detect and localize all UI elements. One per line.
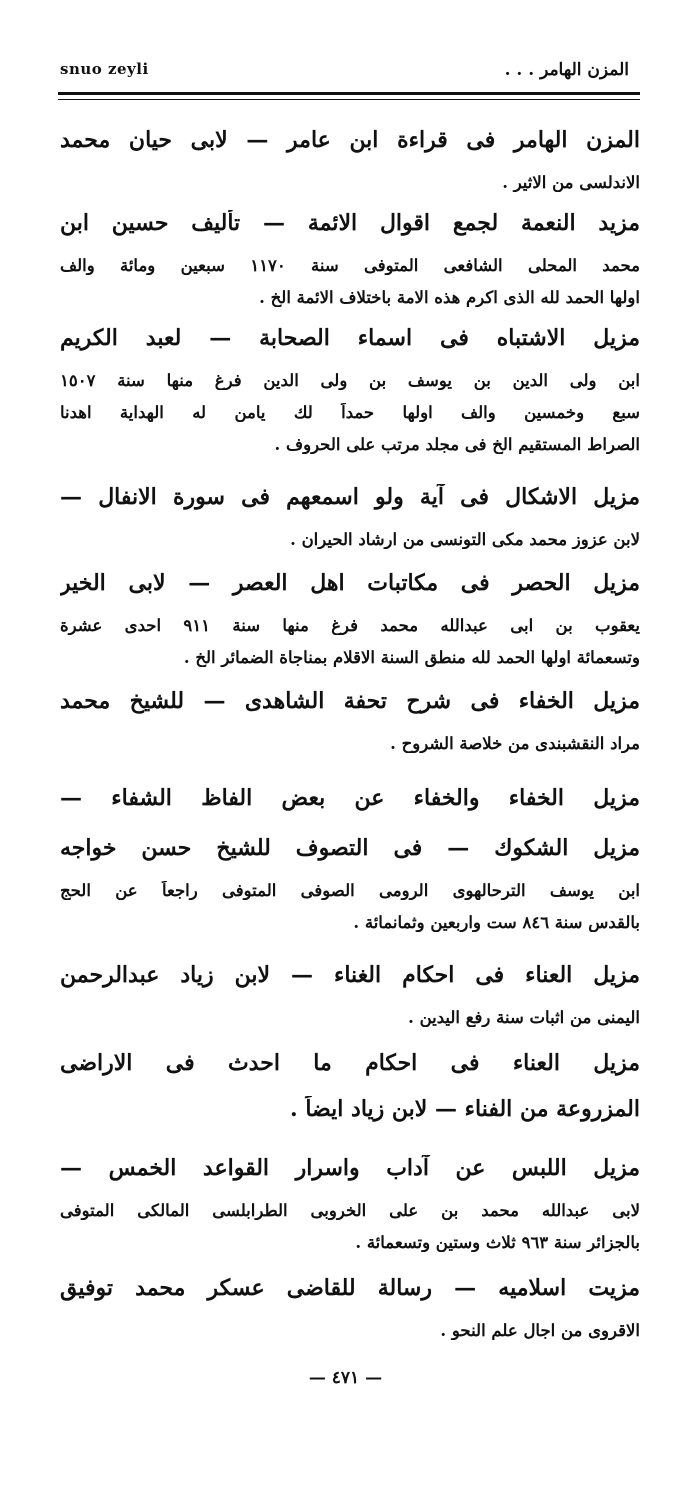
header-rule-thick <box>58 92 640 95</box>
entry-heading: مزيل الاشتباه فى اسماء الصحابة — لعبد الكريم <box>60 325 640 351</box>
entry-text: لابى عبدالله محمد بن على الخروبى الطرابلسى المالكى المتوفى <box>60 1201 640 1220</box>
entry-text: ابن ولى الدين بن يوسف بن ولى الدين فرغ منها سنة ١٥٠٧ <box>60 371 640 390</box>
entry-heading: مزيد النعمة لجمع اقوال الائمة — تأليف حسين ابن <box>60 210 640 236</box>
entry-heading: مزيل اللبس عن آداب واسرار القواعد الخمس — <box>60 1155 640 1181</box>
entry-heading: مزيل الخفاء والخفاء عن بعض الفاظ الشفاء — <box>60 785 640 811</box>
running-header-title: المزن الهامر . . . <box>504 60 629 80</box>
entry-text: الاقروى من اجال علم النحو . <box>440 1321 640 1340</box>
running-header-latin: snuo zeyli <box>60 60 149 78</box>
entry-text: الصراط المستقيم الخ فى مجلد مرتب على الحروف . <box>274 435 640 454</box>
entry-heading: مزيل الشكوك — فى التصوف للشيخ حسن خواجه <box>60 835 640 861</box>
entry-text: وتسعمائة اولها الحمد لله منطق السنة الاقلام بمناجاة الضمائر الخ . <box>183 648 640 667</box>
entry-text: يعقوب بن ابى عبدالله محمد فرغ منها سنة ٩١١ احدى عشرة <box>60 616 640 635</box>
entry-text: بالجزائر سنة ٩٦٣ ثلاث وستين وتسعمائة . <box>355 1233 640 1252</box>
entry-heading: مزيت اسلاميه — رسالة للقاضى عسكر محمد توفيق <box>60 1275 640 1301</box>
entry-text: سبع وخمسين والف اولها حمداً لك يامن له الهداية اهدنا <box>60 403 640 422</box>
entry-text: اليمنى من اثبات سنة رفع اليدين . <box>408 1008 640 1027</box>
entry-text: ابن يوسف الترحالهوى الرومى الصوفى المتوفى راجعاً عن الحج <box>60 881 640 900</box>
entry-text: بالقدس سنة ٨٤٦ ست واربعين وثمانمائة . <box>353 913 640 932</box>
entry-heading: مزيل العناء فى احكام ما احدث فى الاراضى <box>60 1050 640 1076</box>
entry-heading: مزيل الخفاء فى شرح تحفة الشاهدى — للشيخ محمد <box>60 688 640 714</box>
page-number: — ٤٧١ — <box>308 1368 383 1388</box>
entry-heading: مزيل الاشكال فى آية ولو اسمعهم فى سورة الانفال — <box>60 484 640 510</box>
entry-text: المزروعة من الفناء — لابن زياد ايضاً . <box>290 1096 640 1122</box>
entry-heading: المزن الهامر فى قراءة ابن عامر — لابى حيان محمد <box>60 127 640 153</box>
entry-text: لابن عزوز محمد مكى التونسى من ارشاد الحيران . <box>290 530 640 549</box>
entry-text: مراد النقشبندى من خلاصة الشروح . <box>390 734 640 753</box>
entry-heading: مزيل الحصر فى مكاتبات اهل العصر — لابى الخير <box>60 570 640 596</box>
entry-text: محمد المحلى الشافعى المتوفى سنة ١١٧٠ سبعين ومائة والف <box>60 256 640 275</box>
header-rule-thin <box>58 99 640 100</box>
entry-heading: مزيل العناء فى احكام الغناء — لابن زياد عبدالرحمن <box>60 962 640 988</box>
entry-text: الاندلسى من الاثير . <box>502 173 640 192</box>
entry-text: اولها الحمد لله الذى اكرم هذه الامة باختلاف الائمة الخ . <box>259 288 640 307</box>
